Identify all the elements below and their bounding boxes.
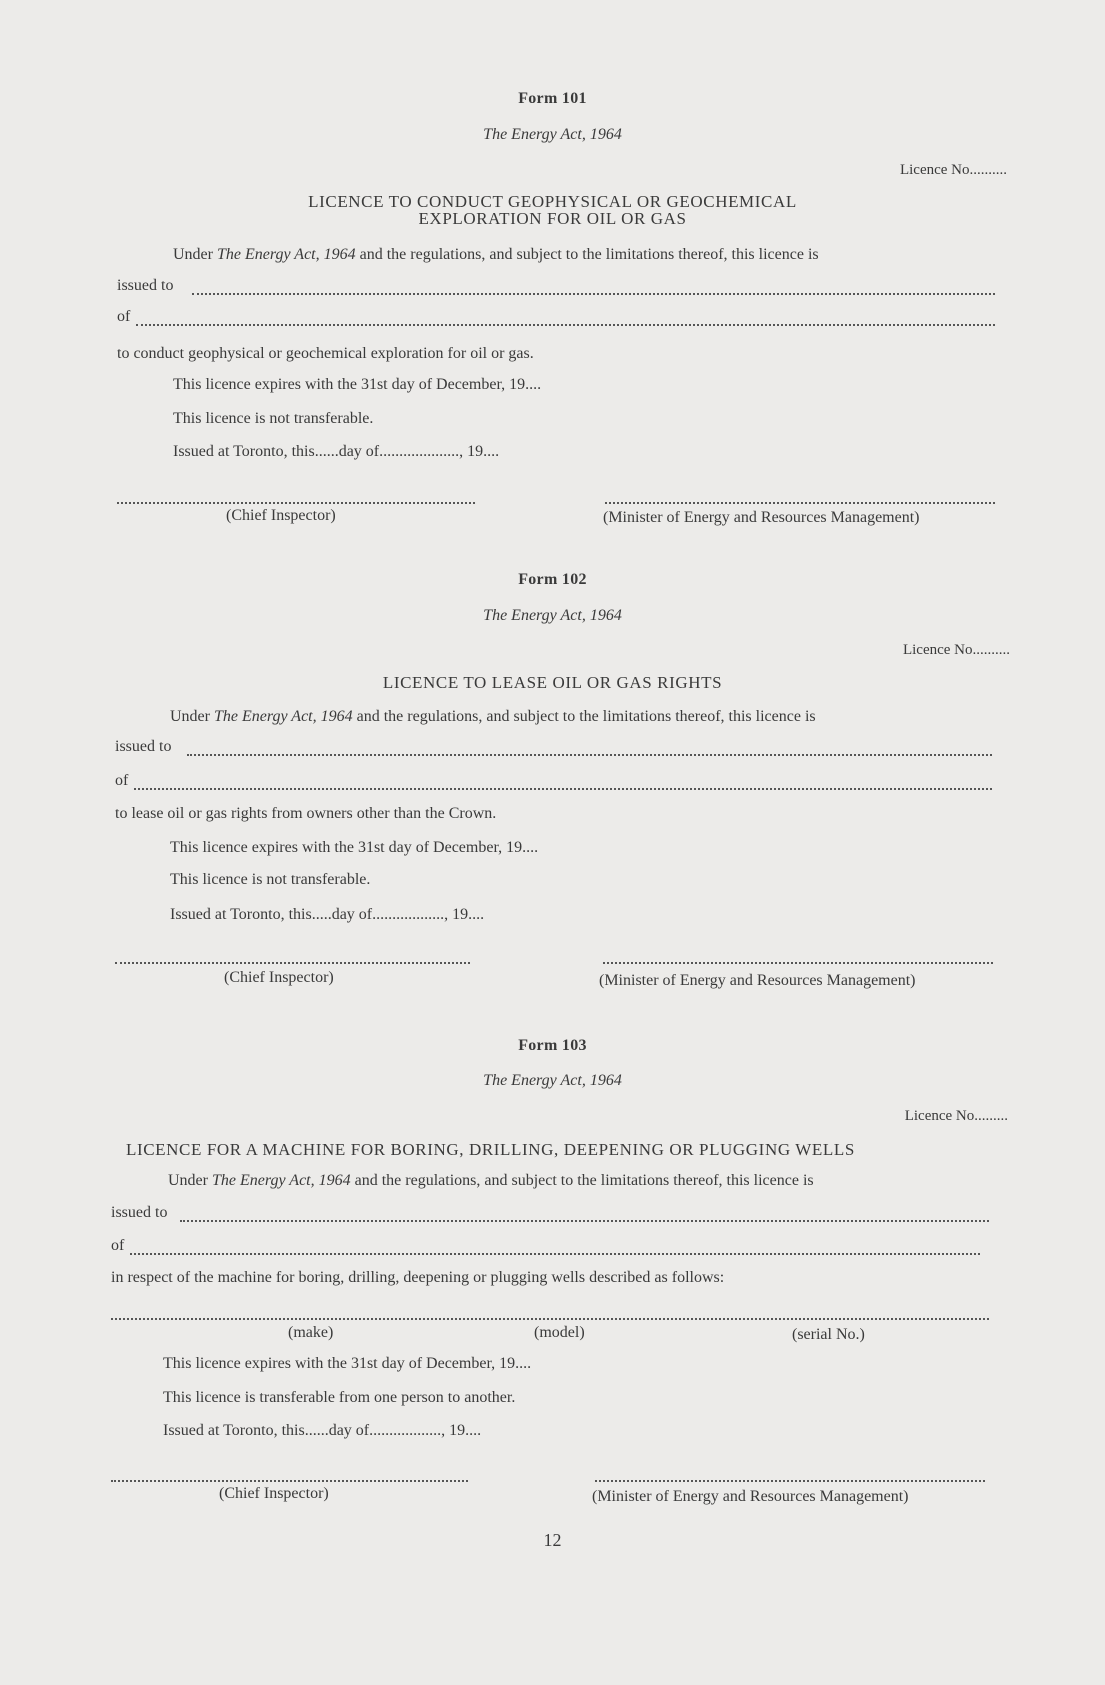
under-clause: Under The Energy Act, 1964 and the regulations, and subject to the limitations thereof, this licence is	[173, 246, 819, 263]
transfer-text: This licence is not transferable.	[170, 871, 371, 888]
act-name: The Energy Act, 1964	[483, 1072, 622, 1089]
transfer-text: This licence is not transferable.	[173, 410, 374, 427]
of-label: of	[111, 1237, 125, 1254]
of-label: of	[117, 308, 131, 325]
form-number: Form 102	[518, 571, 587, 588]
licence-number: Licence No..........	[902, 642, 1010, 658]
expiry-text: This licence expires with the 31st day of December, 19....	[173, 376, 542, 393]
under-clause: Under The Energy Act, 1964 and the regulations, and subject to the limitations thereof, this licence is	[170, 708, 816, 725]
issued-at-text: Issued at Toronto, this......day of.................., 19....	[163, 1422, 482, 1439]
issued-to-field[interactable]	[180, 1220, 989, 1222]
chief-inspector-label: (Chief Inspector)	[219, 1485, 329, 1502]
form-number: Form 103	[518, 1037, 587, 1054]
model-label: (model)	[534, 1324, 585, 1341]
purpose-text: to lease oil or gas rights from owners other than the Crown.	[115, 805, 497, 822]
chief-inspector-label: (Chief Inspector)	[224, 969, 334, 986]
minister-label: (Minister of Energy and Resources Management)	[592, 1488, 909, 1505]
purpose-text: in respect of the machine for boring, drilling, deepening or plugging wells described as follows:	[111, 1269, 725, 1286]
licence-number: Licence No..........	[899, 162, 1007, 178]
purpose-text: to conduct geophysical or geochemical exploration for oil or gas.	[117, 345, 534, 362]
chief-inspector-signature-line[interactable]	[117, 502, 475, 504]
issued-to-label: issued to	[111, 1204, 168, 1221]
minister-signature-line[interactable]	[595, 1480, 985, 1482]
serial-label: (serial No.)	[792, 1326, 865, 1343]
expiry-text: This licence expires with the 31st day of December, 19....	[170, 839, 539, 856]
licence-title-line-2: EXPLORATION FOR OIL OR GAS	[418, 209, 687, 228]
minister-label: (Minister of Energy and Resources Management)	[603, 509, 920, 526]
issued-to-label: issued to	[115, 738, 172, 755]
chief-inspector-label: (Chief Inspector)	[226, 507, 336, 524]
machine-description-field[interactable]	[111, 1318, 989, 1320]
chief-inspector-signature-line[interactable]	[111, 1480, 468, 1482]
issued-to-label: issued to	[117, 277, 174, 294]
minister-signature-line[interactable]	[605, 502, 995, 504]
of-field[interactable]	[130, 1253, 980, 1255]
under-clause: Under The Energy Act, 1964 and the regulations, and subject to the limitations thereof, this licence is	[168, 1172, 814, 1189]
act-name: The Energy Act, 1964	[483, 126, 622, 143]
licence-number: Licence No.........	[904, 1108, 1008, 1124]
licence-title-line-1: LICENCE TO CONDUCT GEOPHYSICAL OR GEOCHEMICAL	[308, 192, 797, 211]
issued-at-text: Issued at Toronto, this......day of...................., 19....	[173, 443, 500, 460]
chief-inspector-signature-line[interactable]	[115, 962, 470, 964]
issued-to-field[interactable]	[192, 293, 995, 295]
of-label: of	[115, 772, 129, 789]
minister-signature-line[interactable]	[603, 962, 993, 964]
licence-title: LICENCE TO LEASE OIL OR GAS RIGHTS	[382, 673, 723, 692]
expiry-text: This licence expires with the 31st day of December, 19....	[163, 1355, 532, 1372]
make-label: (make)	[288, 1324, 334, 1341]
form-number: Form 101	[518, 90, 587, 107]
of-field[interactable]	[134, 788, 992, 790]
minister-label: (Minister of Energy and Resources Management)	[599, 972, 916, 989]
issued-at-text: Issued at Toronto, this.....day of.................., 19....	[170, 906, 485, 923]
page-number: 12	[543, 1530, 562, 1550]
act-name: The Energy Act, 1964	[483, 607, 622, 624]
transfer-text: This licence is transferable from one person to another.	[163, 1389, 516, 1406]
of-field[interactable]	[136, 324, 995, 326]
licence-title: LICENCE FOR A MACHINE FOR BORING, DRILLING, DEEPENING OR PLUGGING WELLS	[126, 1140, 855, 1159]
issued-to-field[interactable]	[187, 754, 992, 756]
